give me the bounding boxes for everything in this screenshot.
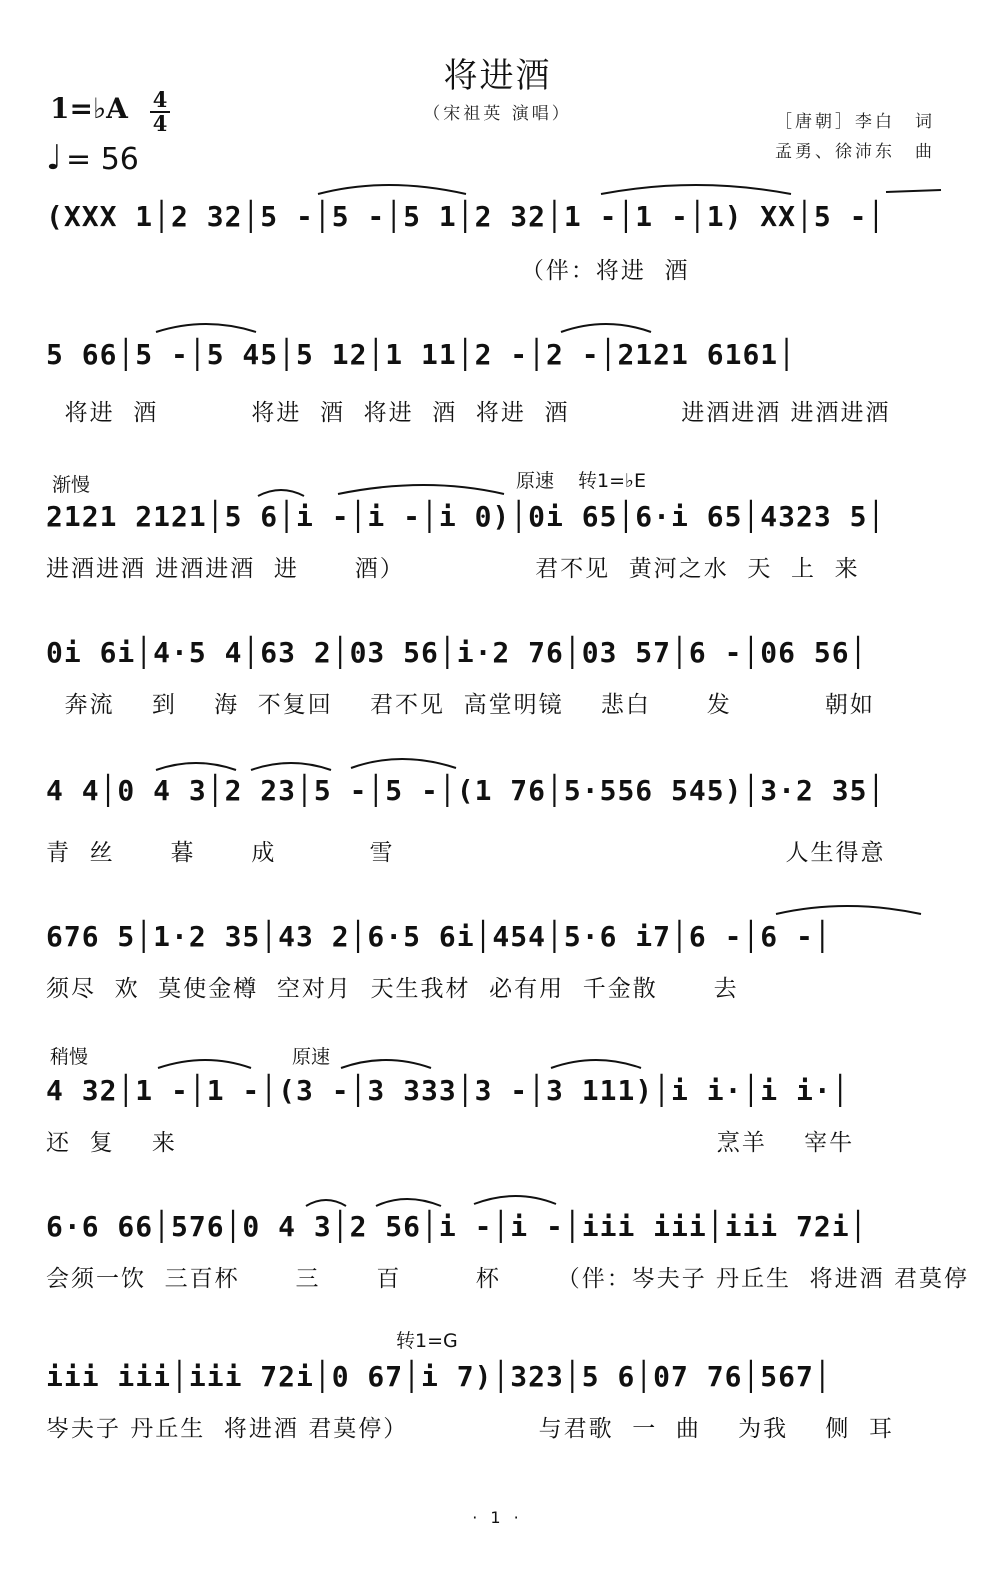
lyrics-line: 进酒进酒 进酒进酒 进 酒） 君不见 黄河之水 天 上 来	[46, 556, 860, 582]
time-signature-top: 4	[152, 87, 168, 112]
tempo-mark-a-tempo: 原速	[292, 1046, 331, 1068]
tempo-mark-poco-rit: 稍慢	[50, 1046, 89, 1068]
time-signature	[150, 87, 170, 136]
composer-credit: 孟勇、徐沛东 曲	[775, 142, 935, 162]
notation-line: 0i 6i│4·5 4│63 2│03 56│i·2 76│03 57│6 -│06 56│	[46, 636, 868, 669]
lyrics-line: 青 丝 暮 成 雪 人生得意	[46, 840, 886, 866]
tempo-mark-a-tempo: 原速	[516, 470, 555, 492]
lyrics-line: 将进 酒 将进 酒 将进 酒 将进 酒 进酒进酒 进酒进酒	[46, 400, 891, 426]
key-signature: 1=♭A	[50, 92, 128, 125]
notation-line: 4 4│0 4 3│2 23│5 -│5 -│(1 76│5·556 545)│3·2 35│	[46, 774, 886, 807]
page-number: · 1 ·	[472, 1508, 523, 1527]
tempo-mark-rit: 渐慢	[52, 474, 91, 496]
tempo-value: = 56	[66, 142, 139, 177]
lyrics-line: 岑夫子 丹丘生 将进酒 君莫停） 与君歌 一 曲 为我 侧 耳	[46, 1416, 894, 1442]
notation-line: 5 66│5 -│5 45│5 12│1 11│2 -│2 -│2121 6161│	[46, 338, 797, 371]
lyrics-line: 须尽 欢 莫使金樽 空对月 天生我材 必有用 千金散 去	[46, 976, 739, 1002]
key-change-mark: 转1=G	[396, 1330, 458, 1352]
quarter-note-icon: ♩	[46, 138, 63, 178]
lyrics-line: 会须一饮 三百杯 三 百 杯 （伴：岑夫子 丹丘生 将进酒 君莫停	[46, 1266, 969, 1292]
notation-line: 6·6 66│576│0 4 3│2 56│i -│i -│iii iii│iii 72i│	[46, 1210, 868, 1243]
lyrics-line: （伴：将进 酒	[46, 258, 690, 284]
lyricist-credit: ［唐朝］李白 词	[775, 112, 935, 132]
lyrics-line: 还 复 来 烹羊 宰牛	[46, 1130, 855, 1156]
notation-line: 4 32│1 -│1 -│(3 -│3 333│3 -│3 111)│i i·│i i·│	[46, 1074, 850, 1107]
song-title: 将进酒	[443, 56, 552, 96]
notation-line: 2121 2121│5 6│i -│i -│i 0)│0i 65│6·i 65│4323 5│	[46, 500, 886, 533]
time-signature-bottom: 4	[152, 111, 168, 136]
lyrics-line: 奔流 到 海 不复回 君不见 高堂明镜 悲白 发 朝如	[46, 692, 875, 718]
notation-line: (XXX 1│2 32│5 -│5 -│5 1│2 32│1 -│1 -│1) XX│5 -│	[46, 200, 886, 233]
key-change-mark: 转1=♭E	[578, 470, 646, 492]
notation-line: 676 5│1·2 35│43 2│6·5 6i│454│5·6 i7│6 -│6 -│	[46, 920, 832, 953]
tempo-marking	[46, 138, 139, 178]
notation-line: iii iii│iii 72i│0 67│i 7)│323│5 6│07 76│567│	[46, 1360, 832, 1393]
performer-credit: （宋祖英 演唱）	[423, 104, 572, 124]
